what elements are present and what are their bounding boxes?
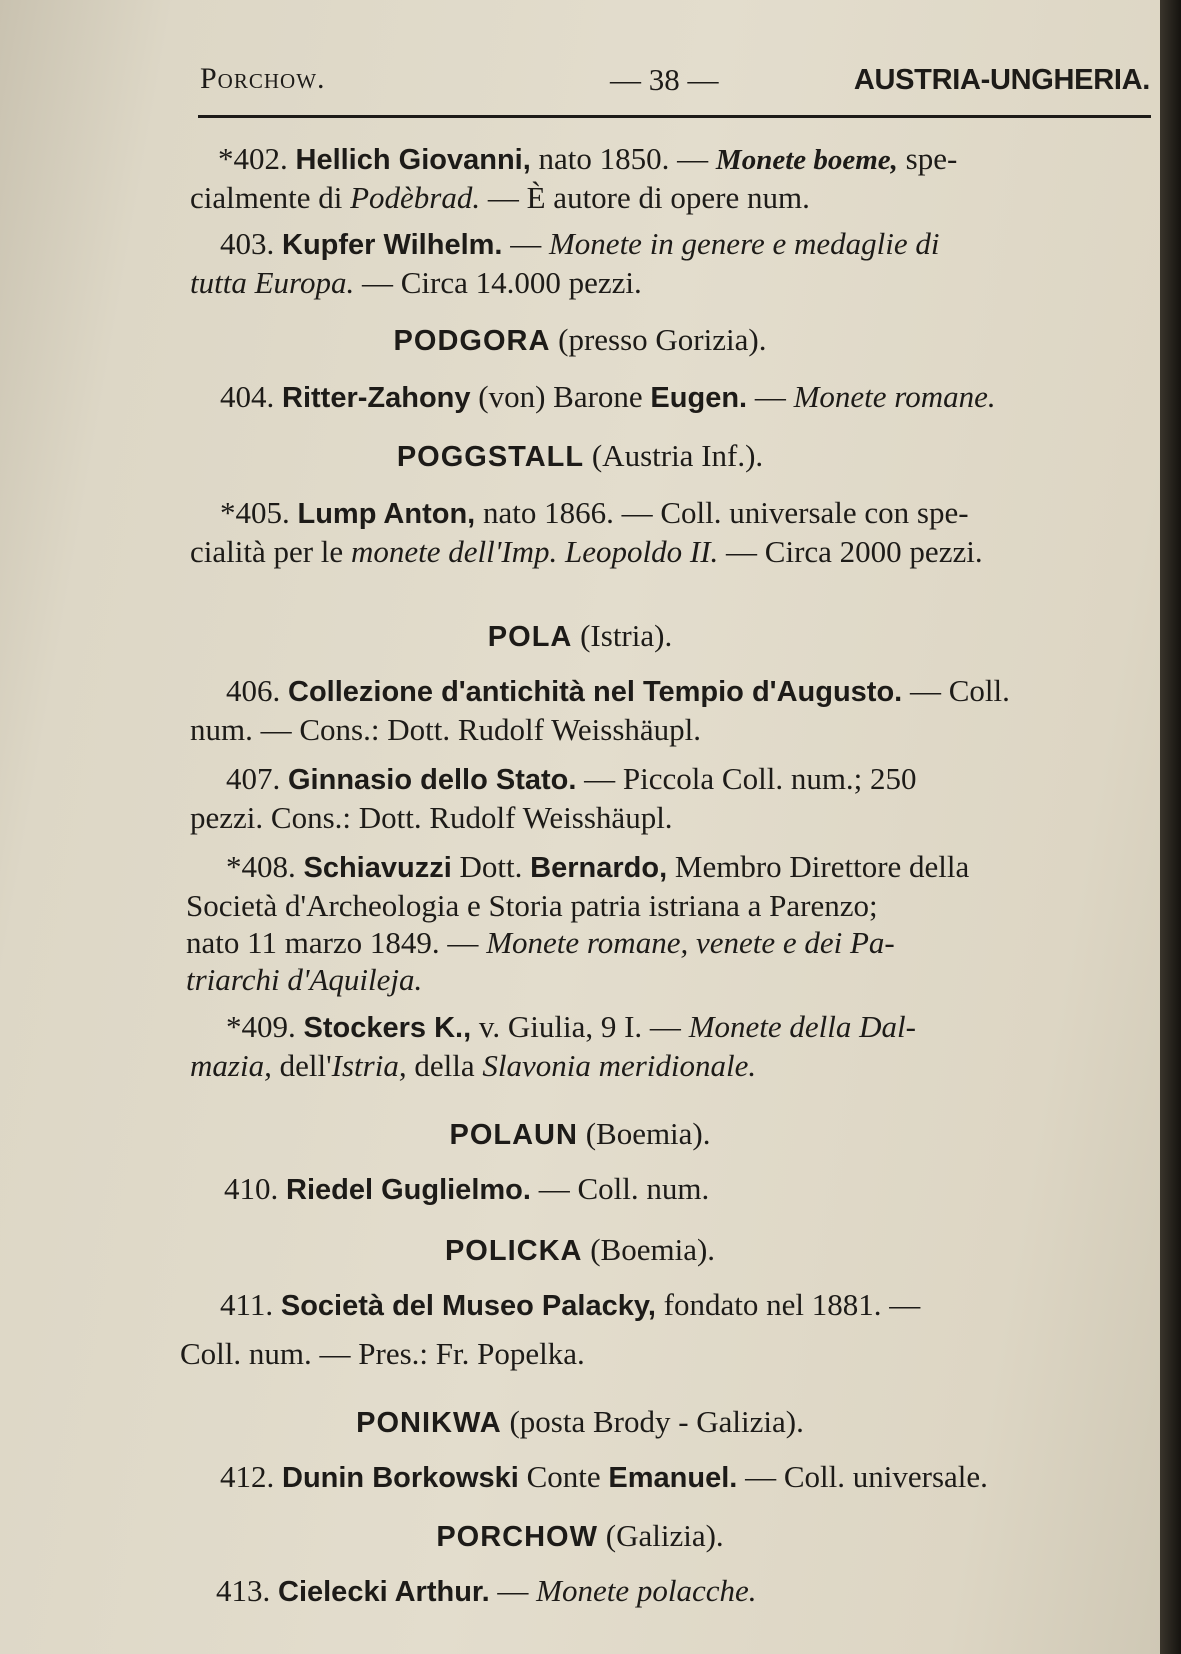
entry-text: pezzi. Cons.: Dott. Rudolf Weisshäupl. — [190, 800, 673, 835]
location-note: (Galizia). — [598, 1518, 724, 1553]
location-name: POGGSTALL — [396, 441, 585, 473]
location-note: (posta Brody - Galizia). — [501, 1404, 804, 1439]
entry-collection: mazia, — [190, 1048, 272, 1083]
entry-text: (von) Barone — [470, 379, 651, 414]
location-name: PODGORA — [393, 325, 551, 357]
entry-number: 403. — [220, 226, 275, 261]
location-heading-pola — [0, 618, 1160, 654]
location-name: POLAUN — [449, 1119, 578, 1151]
entry-collection: tutta Europa. — [190, 265, 355, 300]
entry-408 — [186, 848, 969, 998]
entry-text: della — [406, 1048, 483, 1083]
entry-name: Schiavuzzi — [303, 852, 452, 884]
entry-text: — Piccola Coll. num.; 250 — [576, 761, 917, 796]
entry-406 — [190, 672, 1010, 748]
entry-collection: Monete polacche. — [536, 1573, 757, 1608]
location-heading-podgora — [0, 322, 1160, 358]
entry-text: spe- — [897, 141, 958, 176]
entry-number: 410. — [224, 1171, 279, 1206]
entry-412 — [190, 1458, 988, 1497]
entry-text: — Circa 14.000 pezzi. — [354, 265, 642, 300]
entry-name: Riedel Guglielmo. — [286, 1174, 531, 1206]
entry-402 — [190, 140, 957, 216]
entry-number: 412. — [220, 1459, 275, 1494]
location-note: (Boemia). — [577, 1116, 711, 1151]
location-heading-policka — [0, 1232, 1160, 1268]
entry-text: fondato nel 1881. — — [655, 1287, 921, 1322]
entry-text: cialmente di — [190, 180, 351, 215]
entry-name: Cielecki Arthur. — [278, 1576, 490, 1608]
entry-name: Lump Anton, — [297, 498, 476, 530]
entry-text: — Circa 2000 pezzi. — [718, 534, 983, 569]
entry-name: Società del Museo Palacky, — [280, 1290, 656, 1322]
entry-collection: monete dell'Imp. Leopoldo II. — [350, 534, 719, 569]
location-note: (Boemia). — [582, 1232, 716, 1267]
entry-collection: Monete della Dal- — [688, 1009, 916, 1044]
entry-text: — — [489, 1573, 537, 1608]
entry-text: — Coll. num. — [530, 1171, 710, 1206]
entry-name: Stockers K., — [303, 1012, 472, 1044]
location-note: (Austria Inf.). — [584, 438, 764, 473]
entry-collection: Monete boeme, — [715, 144, 898, 176]
entry-text: v. Giulia, 9 I. — — [471, 1009, 689, 1044]
location-name: POLA — [487, 621, 573, 653]
header-country: AUSTRIA-UNGHERIA. — [853, 64, 1150, 96]
entry-409 — [190, 1008, 916, 1084]
entry-text: Membro Direttore della — [667, 849, 970, 884]
entry-name: Bernardo, — [530, 852, 668, 884]
location-name: POLICKA — [444, 1235, 583, 1267]
entry-number: 407. — [226, 761, 281, 796]
entry-text: nato 1866. — Coll. universale con spe- — [475, 495, 969, 530]
location-note: (Istria). — [572, 618, 673, 653]
page-number: — 38 — — [610, 62, 719, 97]
entry-text: num. — Cons.: Dott. Rudolf Weisshäupl. — [190, 712, 702, 747]
entry-name: Hellich Giovanni, — [295, 144, 531, 176]
entry-text: — — [502, 226, 549, 261]
entry-collection: Monete in genere e medaglie di — [548, 226, 940, 261]
entry-text: Conte — [518, 1459, 609, 1494]
location-heading-ponikwa — [0, 1404, 1160, 1440]
entry-text: Coll. num. — Pres.: Fr. Popelka. — [180, 1336, 585, 1371]
entry-collection: Slavonia meridionale. — [482, 1048, 757, 1083]
entry-text: — Coll. — [902, 673, 1010, 708]
location-note: (presso Gorizia). — [550, 322, 767, 357]
entry-number: *408. — [226, 849, 296, 884]
entry-number: 413. — [216, 1573, 271, 1608]
entry-410 — [190, 1170, 709, 1209]
entry-name: Emanuel. — [608, 1462, 738, 1494]
entry-text: — Coll. universale. — [737, 1459, 988, 1494]
entry-collection: triarchi d'Aquileja. — [186, 962, 423, 997]
entry-collection: Istria, — [331, 1048, 407, 1083]
entry-number: 411. — [220, 1287, 274, 1322]
entry-number: 404. — [220, 379, 275, 414]
entry-text: nato 11 marzo 1849. — — [186, 925, 487, 960]
entry-number: *409. — [226, 1009, 296, 1044]
entry-405 — [190, 494, 983, 570]
entry-name: Kupfer Wilhelm. — [282, 229, 503, 261]
entry-name: Collezione d'antichità nel Tempio d'Augusto. — [288, 676, 903, 708]
location-name: PORCHOW — [436, 1521, 598, 1553]
entry-number: *402. — [218, 141, 288, 176]
header-location: Porchow. — [200, 62, 326, 95]
entry-text: — È autore di opere num. — [480, 180, 810, 215]
entry-name: Ginnasio dello Stato. — [288, 764, 577, 796]
entry-413 — [190, 1572, 757, 1611]
entry-text: cialità per le — [190, 534, 351, 569]
location-heading-poggstall — [0, 438, 1160, 474]
entry-name: Ritter-Zahony — [282, 382, 471, 414]
entry-text: Dott. — [451, 849, 531, 884]
entry-number: *405. — [220, 495, 290, 530]
entry-text: dell' — [271, 1048, 332, 1083]
entry-name: Eugen. — [650, 382, 748, 414]
entry-text: — — [747, 379, 794, 414]
entry-number: 406. — [226, 673, 281, 708]
book-gutter-shadow — [1160, 0, 1181, 1654]
entry-404 — [190, 378, 996, 417]
location-heading-polaun — [0, 1116, 1160, 1152]
entry-text: Società d'Archeologia e Storia patria istriana a Parenzo; — [186, 888, 878, 923]
entry-collection: Podèbrad. — [350, 180, 481, 215]
entry-name: Dunin Borkowski — [282, 1462, 519, 1494]
entry-text: nato 1850. — — [530, 141, 716, 176]
entry-407 — [190, 760, 917, 836]
entry-collection: Monete romane. — [793, 379, 996, 414]
location-name: PONIKWA — [356, 1407, 502, 1439]
location-heading-porchow — [0, 1518, 1160, 1554]
entry-403 — [190, 225, 940, 301]
entry-411 — [180, 1286, 920, 1372]
entry-collection: Monete romane, venete e dei Pa- — [486, 925, 895, 960]
